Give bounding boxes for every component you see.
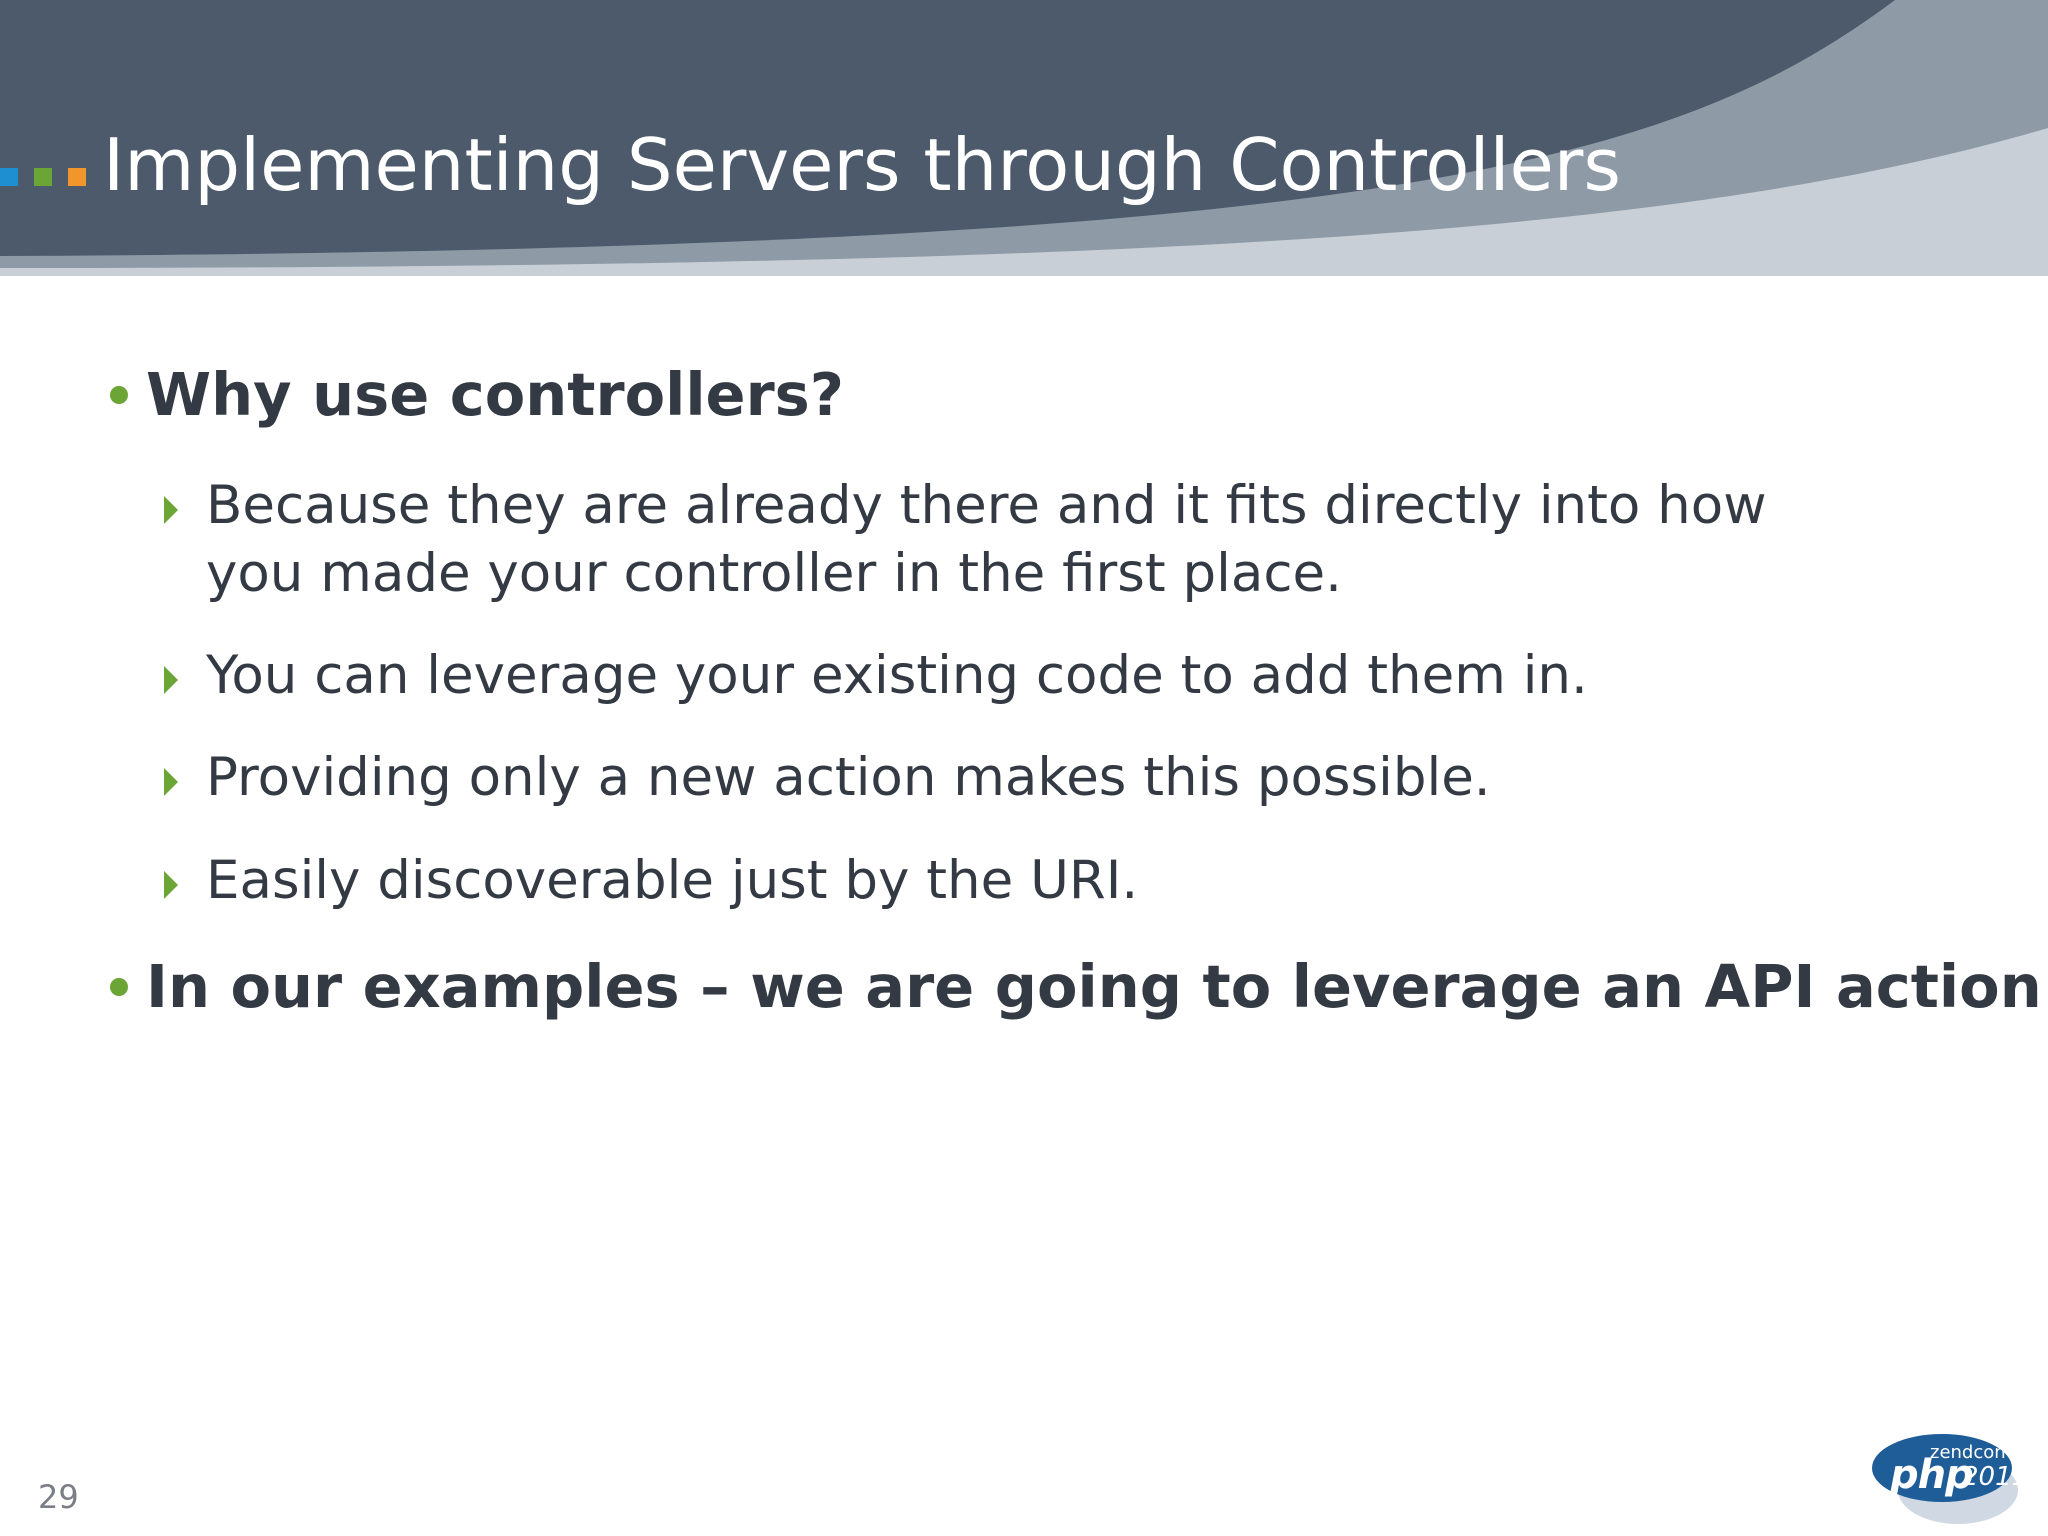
blue-square-icon	[0, 168, 18, 186]
triangle-bullet-icon	[164, 666, 178, 694]
green-dot-bullet-icon	[110, 386, 128, 404]
green-square-icon	[34, 168, 52, 186]
slide-title: Implementing Servers through Controllers	[103, 123, 1621, 207]
bullet-level1-2	[110, 952, 2042, 1021]
bullet-text: Easily discoverable just by the URI.	[206, 850, 1139, 911]
orange-square-icon	[68, 168, 86, 186]
slide-header	[0, 0, 2048, 290]
page-number: 29	[38, 1478, 79, 1516]
bullet-level1-1	[110, 360, 844, 429]
bullet-text: Because they are already there and it fits directly into how you made your controller in the first place.	[206, 475, 1767, 604]
bullet-level2-3	[164, 744, 1864, 812]
triangle-bullet-icon	[164, 496, 178, 524]
triangle-bullet-icon	[164, 768, 178, 796]
logo-text-small: zendcon	[1930, 1442, 2006, 1463]
bullet-text: You can leverage your existing code to add them in.	[206, 645, 1588, 706]
bullet-level2-2	[164, 642, 1864, 710]
triangle-bullet-icon	[164, 871, 178, 899]
green-dot-bullet-icon	[110, 978, 128, 996]
bullet-level2-4	[164, 847, 1864, 915]
zendcon-php-2011-logo	[1870, 1428, 2032, 1528]
bullet-level2-1	[164, 472, 1864, 608]
bullet-text: Why use controllers?	[146, 360, 845, 429]
bullet-text: Providing only a new action makes this possible.	[206, 747, 1491, 808]
logo-text-year: 2011	[1962, 1462, 2029, 1492]
logo-text-main: php	[1890, 1452, 1973, 1498]
bullet-text: In our examples – we are going to leverage an API action	[146, 952, 2042, 1021]
